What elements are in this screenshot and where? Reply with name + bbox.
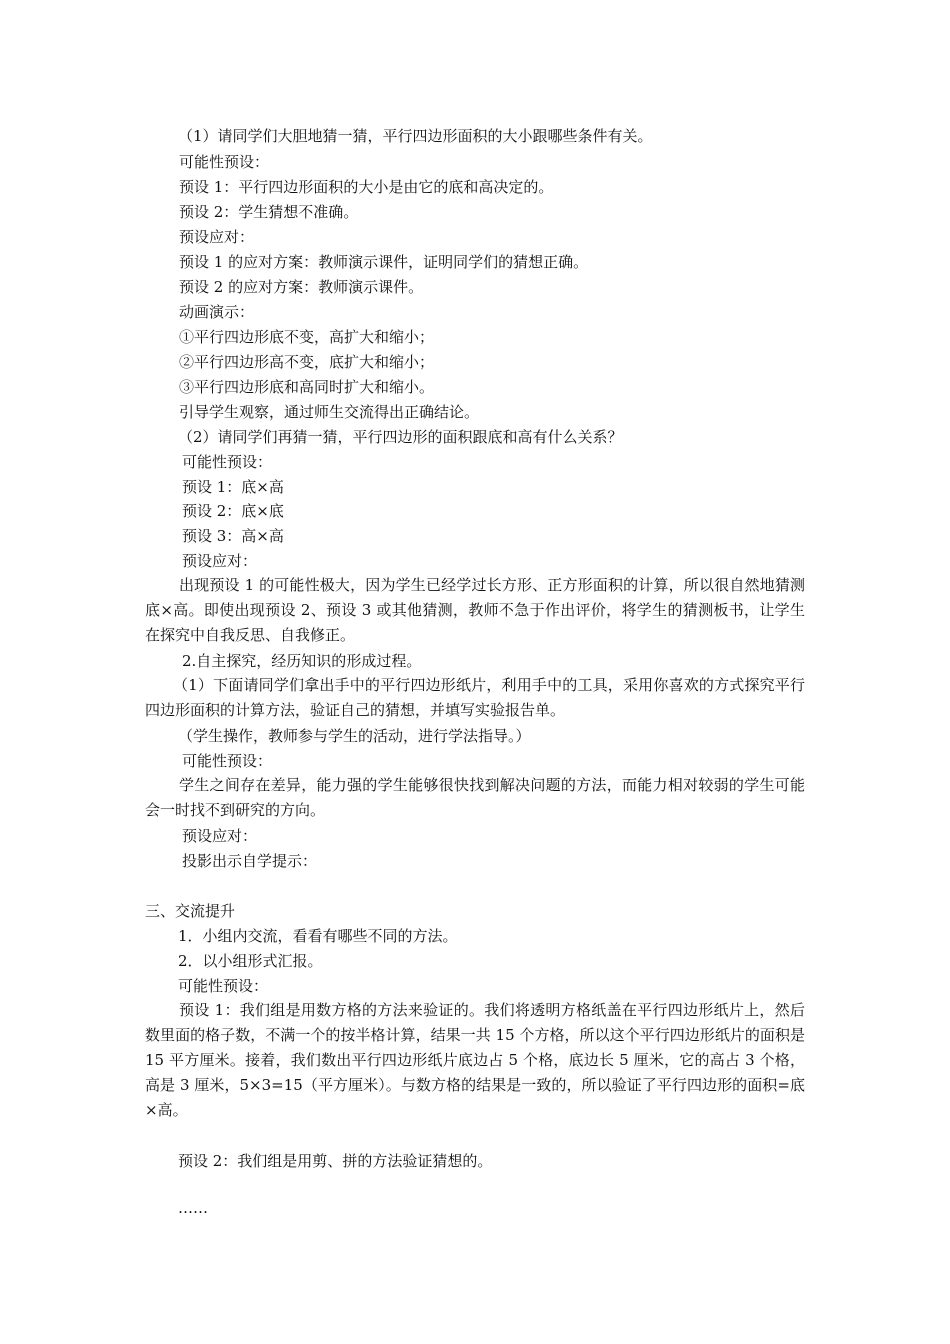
- text-line: 预设 1 的应对方案：教师演示课件，证明同学们的猜想正确。: [179, 253, 589, 271]
- text-line: 预设应对：: [182, 552, 258, 570]
- text-line: 可能性预设：: [182, 453, 273, 471]
- paragraph: （1）下面请同学们拿出手中的平行四边形纸片，利用手中的工具，采用你喜欢的方式探究平行四边形面积的计算方法，验证自己的猜想，并填写实验报告单。: [145, 676, 805, 719]
- text-line: 引导学生观察，通过师生交流得出正确结论。: [179, 403, 480, 421]
- list-item: 2．以小组形式汇报。: [178, 952, 323, 970]
- section-heading: 2.自主探究，经历知识的形成过程。: [182, 652, 422, 670]
- ellipsis: ……: [178, 1199, 208, 1217]
- text-line: 预设 2：学生猜想不准确。: [179, 203, 359, 221]
- text-line: 投影出示自学提示：: [182, 852, 318, 870]
- text-line: （学生操作，教师参与学生的活动，进行学法指导。）: [178, 727, 531, 745]
- text-line: 预设 1：平行四边形面积的大小是由它的底和高决定的。: [179, 178, 554, 196]
- text-line: 预设应对：: [182, 827, 258, 845]
- text-line: 可能性预设：: [179, 153, 270, 171]
- paragraph: 预设 1：我们组是用数方格的方法来验证的。我们将透明方格纸盖在平行四边形纸片上，然后数里面的格子数，不满一个的按半格计算，结果一共 15 个方格，所以这个平行四边形纸片的面积是 15 平方厘米。接着，我们数出平行四边形纸片底边占 5 个格，底边长 5 厘米，它的高占 3 个格，高是 3 厘米，5×3=15（平方厘米）。与数方格的结果是一致的，所以验证了平行四边形的面积=底×高。: [145, 1001, 805, 1119]
- question-2: （2）请同学们再猜一猜，平行四边形的面积跟底和高有什么关系？: [178, 428, 623, 446]
- text-line: 预设应对：: [179, 228, 255, 246]
- list-item: ③平行四边形底和高同时扩大和缩小。: [179, 378, 435, 396]
- text-line: 动画演示：: [179, 303, 255, 321]
- text-line: 预设 2 的应对方案：教师演示课件。: [179, 278, 424, 296]
- text-line: 预设 3：高×高: [182, 527, 284, 545]
- text-line: 预设 2：底×底: [182, 502, 284, 520]
- text-line: 可能性预设：: [182, 752, 273, 770]
- text-line: 预设 2：我们组是用剪、拼的方法验证猜想的。: [178, 1152, 493, 1170]
- section-heading: 三、交流提升: [145, 902, 236, 920]
- list-item: ②平行四边形高不变，底扩大和缩小；: [179, 353, 435, 371]
- paragraph: 学生之间存在差异，能力强的学生能够很快找到解决问题的方法，而能力相对较弱的学生可能会一时找不到研究的方向。: [145, 776, 805, 819]
- text-line: 预设 1：底×高: [182, 478, 284, 496]
- text-line: 可能性预设：: [178, 977, 269, 995]
- list-item: ①平行四边形底不变，高扩大和缩小；: [179, 328, 435, 346]
- paragraph: 出现预设 1 的可能性极大，因为学生已经学过长方形、正方形面积的计算，所以很自然地猜测底×高。即使出现预设 2、预设 3 或其他猜测，教师不急于作出评价，将学生的猜测板书，让学生在探究中自我反思、自我修正。: [145, 576, 805, 644]
- question-1: （1）请同学们大胆地猜一猜，平行四边形面积的大小跟哪些条件有关。: [178, 127, 653, 145]
- list-item: 1．小组内交流，看看有哪些不同的方法。: [178, 927, 458, 945]
